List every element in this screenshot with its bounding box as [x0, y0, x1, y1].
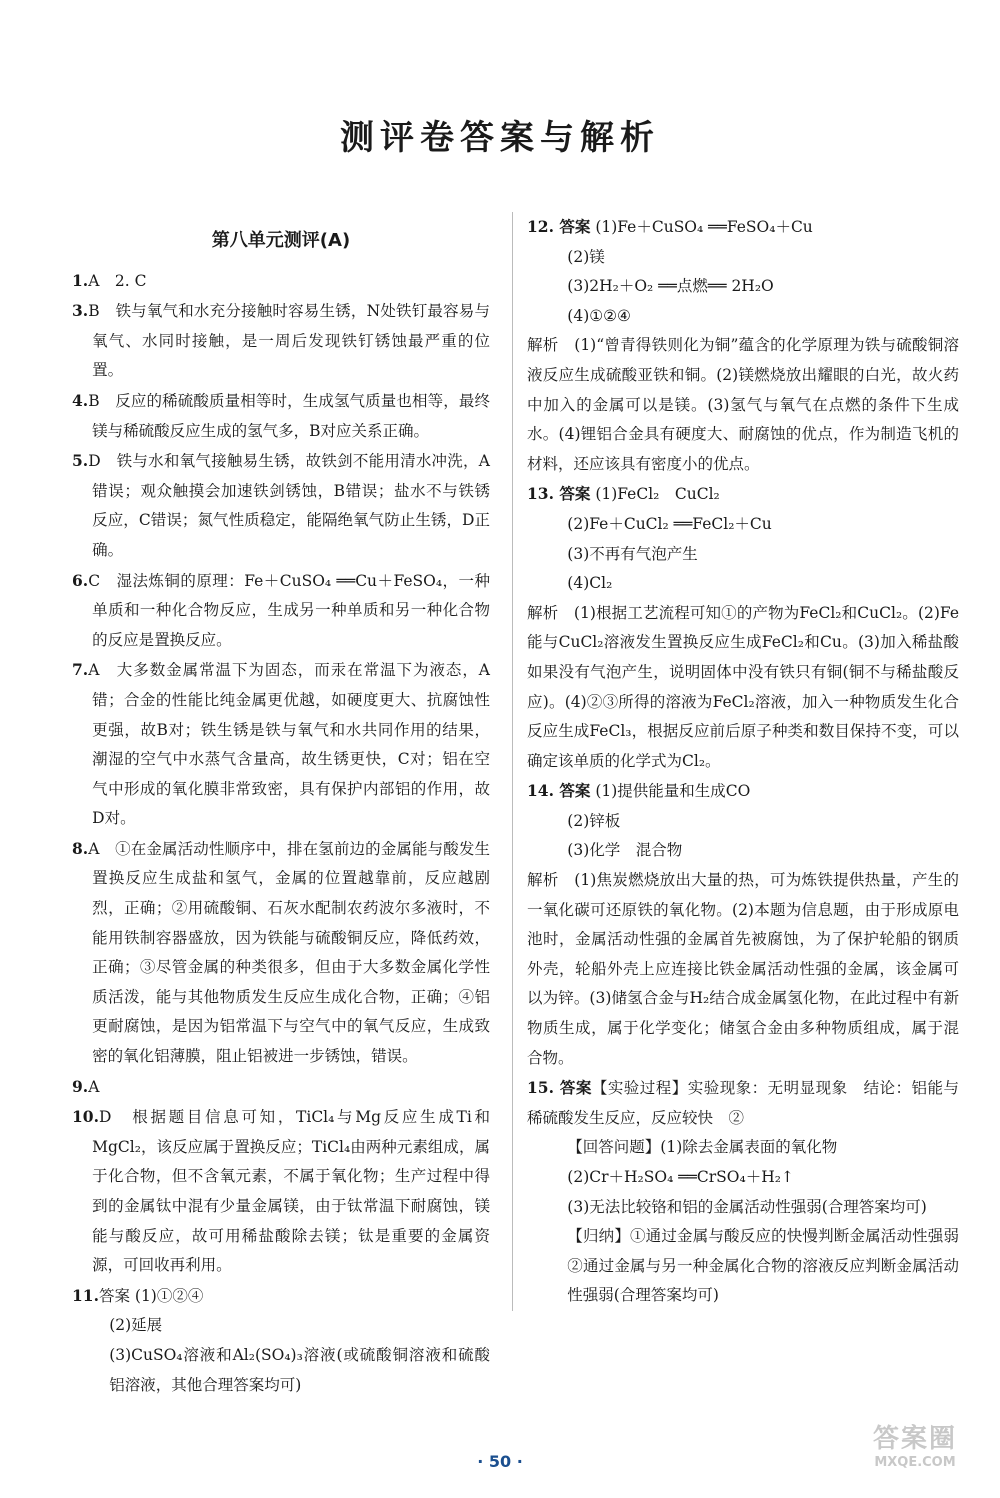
answer-line: (2)Fe＋CuCl₂ ══FeCl₂＋Cu — [567, 514, 772, 533]
answer-item: 6.C 湿法炼铜的原理：Fe＋CuSO₄ ══Cu＋FeSO₄，一种单质和一种化合物反应，生成另一种单质和另一种化合物的反应是置换反应。 — [72, 570, 490, 649]
answer-line: (2)Cr＋H₂SO₄ ══CrSO₄＋H₂↑ — [567, 1168, 794, 1186]
answer-item: 15. 答案【实验过程】实验现象：无明显现象 结论：铝能与稀硫酸发生反应，反应较快 ② — [527, 1078, 959, 1127]
answer-item: 4.B 反应的稀硫酸质量相等时，生成氢气质量也相等，最终镁与稀硫酸反应生成的氢气多，B对应关系正确。 — [72, 390, 490, 440]
answer-line: (2)锌板 — [567, 811, 621, 830]
answer-item: 7.A 大多数金属常温下为固态，而汞在常温下为液态，A错；合金的性能比纯金属更优越，如硬度更大、抗腐蚀性更强，故B对；铁生锈是铁与氧气和水共同作用的结果，潮湿的空气中水蒸气含量高，故生锈更快，C对；铝在空气中形成的氧化膜非常致密，具有保护内部铝的作用，故D对。 — [72, 660, 490, 828]
answer-line: (3)化学 混合物 — [567, 841, 683, 860]
answer-item: 12. 答案 (1)Fe＋CuSO₄ ══FeSO₄＋Cu — [527, 217, 813, 236]
answer-item: 8.A ①在金属活动性顺序中，排在氢前边的金属能与酸发生置换反应生成盐和氢气，金属的位置越靠前，反应越剧烈，正确；②用硫酸铜、石灰水配制农药波尔多液时，不能用铁制容器盛放，因为铁能与硫酸铜反应，降低药效，正确；③尽管金属的种类很多，但由于大多数金属化学性质活泼，能与其他物质发生反应生成化合物，正确；④铝更耐腐蚀，是因为铝常温下与空气中的氧气反应，生成致密的氧化铝薄膜，阻止铝被进一步锈蚀，错误。 — [72, 838, 490, 1066]
page-title: 测评卷答案与解析 — [340, 118, 660, 158]
answer-line: (3)不再有气泡产生 — [567, 544, 698, 563]
left-column — [72, 218, 490, 1400]
watermark-text: 答案圈 — [872, 1424, 957, 1454]
answer-line: (3)无法比较铬和铝的金属活动性强弱(合理答案均可) — [567, 1197, 927, 1216]
page-number: · 50 · — [477, 1452, 523, 1471]
answer-line: (2)镁 — [567, 247, 605, 266]
answer-item: 13. 答案 (1)FeCl₂ CuCl₂ — [527, 484, 720, 504]
analysis-paragraph: 解析 (1)焦炭燃烧放出大量的热，可为炼铁提供热量，产生的一氧化碳可还原铁的氧化物。(2)本题为信息题，由于形成原电池时，金属活动性强的金属首先被腐蚀，为了保护轮船的钢质外壳，轮船外壳上应连接比铁金属活动性强的金属，该金属可以为锌。(3)储氢合金与H₂结合成金属氢化物，在此过程中有新物质生成，属于化学变化；储氢合金由多种物质组成，属于混合物。 — [527, 871, 959, 1067]
answer-item: 1.A 2. C — [72, 270, 147, 290]
answer-line: (2)延展 — [109, 1316, 163, 1335]
answer-item: 3.B 铁与氧气和水充分接触时容易生锈，N处铁钉最容易与氧气、水同时接触，是一周后发现铁钉锈蚀最严重的位置。 — [72, 301, 490, 380]
answer-line: (3)2H₂＋O₂ ══点燃══ 2H₂O — [567, 277, 774, 296]
answer-item: 9.A — [72, 1076, 100, 1096]
answer-item: 14. 答案 (1)提供能量和生成CO — [527, 781, 751, 801]
watermark-logo — [850, 1418, 980, 1488]
analysis-paragraph: 解析 (1)“曾青得铁则化为铜”蕴含的化学原理为铁与硫酸铜溶液反应生成硫酸亚铁和铜。(2)镁燃烧放出耀眼的白光，故火药中加入的金属可以是镁。(3)氢气与氧气在点燃的条件下生成水。(4)锂铝合金具有硬度大、耐腐蚀的优点，作为制造飞机的材料，还应该具有密度小的优点。 — [527, 336, 959, 473]
answer-item: 5.D 铁与水和氧气接触易生锈，故铁剑不能用清水冲洗，A错误；观众触摸会加速铁剑锈蚀，B错误；盐水不与铁锈反应，C错误；氮气性质稳定，能隔绝氧气防止生锈，D正确。 — [72, 451, 490, 559]
answer-line: (4)①②④ — [567, 306, 631, 325]
right-column — [512, 212, 975, 1311]
answer-line: (4)Cl₂ — [567, 574, 613, 593]
answer-item: 11.答案 (1)①②④ — [72, 1285, 204, 1305]
answer-line: 【回答问题】(1)除去金属表面的氧化物 — [567, 1138, 838, 1157]
analysis-paragraph: 解析 (1)根据工艺流程可知①的产物为FeCl₂和CuCl₂。(2)Fe能与CuCl₂溶液发生置换反应生成FeCl₂和Cu。(3)加入稀盐酸如果没有气泡产生，说明固体中没有铁只有铜(铜不与稀盐酸反应)。(4)②③所得的溶液为FeCl₂溶液，加入一种物质发生化合反应生成FeCl₃，根据反应前后原子种类和数目保持不变，可以确定该单质的化学式为Cl₂。 — [527, 603, 959, 770]
answer-line: (3)CuSO₄溶液和Al₂(SO₄)₃溶液(或硫酸铜溶液和硫酸铝溶液，其他合理答案均可) — [109, 1345, 490, 1394]
section-title: 第八单元测评(A) — [211, 230, 351, 251]
answer-item: 10.D 根据题目信息可知，TiCl₄与Mg反应生成Ti和MgCl₂，该反应属于置换反应；TiCl₄由两种元素组成，属于化合物，但不含氧元素，不属于氧化物；生产过程中得到的金属钛中混有少量金属镁，由于钛常温下耐腐蚀，镁能与酸反应，故可用稀盐酸除去镁；钛是重要的金属资源，可回收再利用。 — [72, 1107, 490, 1275]
answer-line: 【归纳】①通过金属与酸反应的快慢判断金属活动性强弱 ②通过金属与另一种金属化合物的溶液反应判断金属活动性强弱(合理答案均可) — [567, 1227, 975, 1305]
watermark-url: MXQE.COM — [874, 1455, 956, 1470]
